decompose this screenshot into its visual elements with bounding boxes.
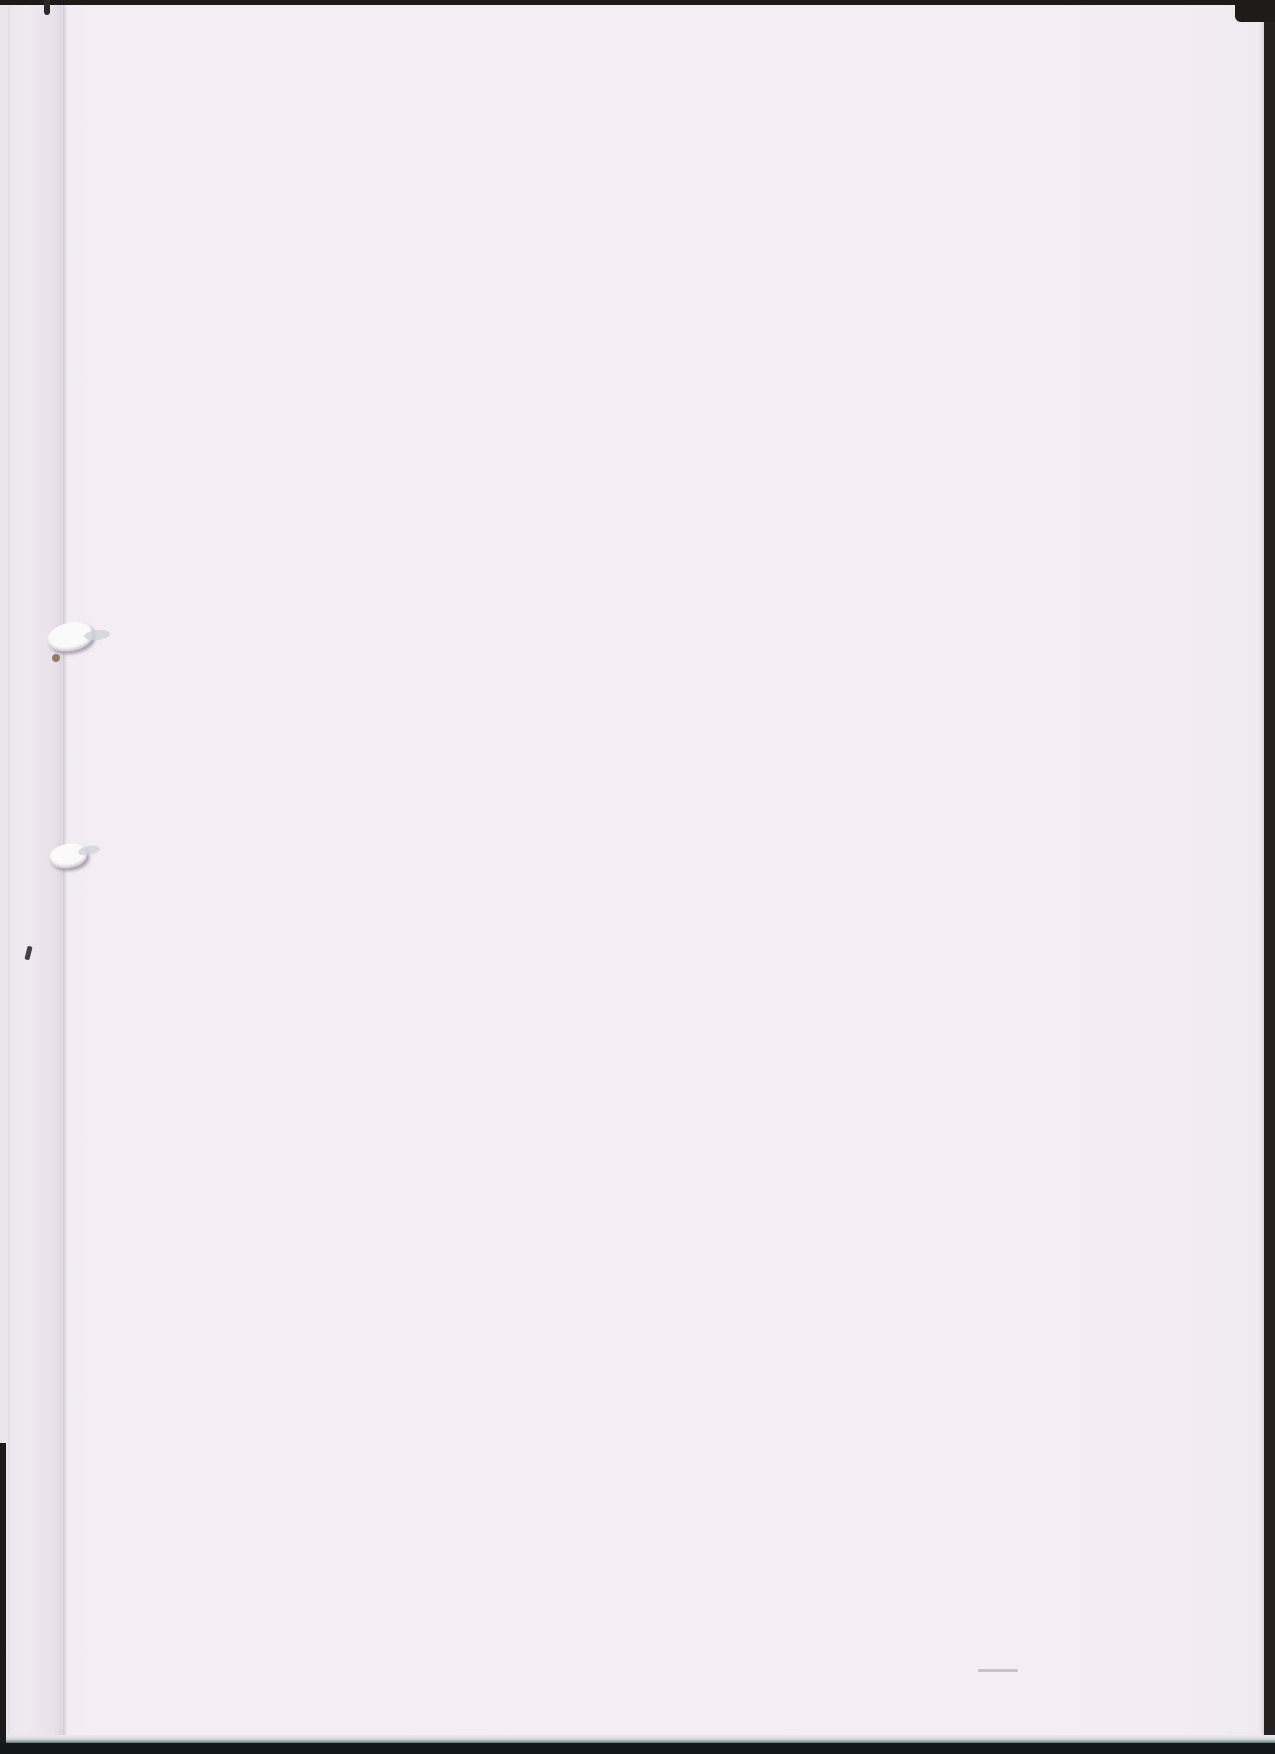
paper-speck <box>52 654 60 662</box>
scan-edge-top <box>0 0 1275 5</box>
page-crease-line <box>8 0 10 1754</box>
footer-dash-mark <box>978 1669 1018 1672</box>
scan-mark-top-left <box>44 0 50 15</box>
paper-edge-bottom <box>0 1735 1275 1743</box>
scan-edge-bottom-left <box>0 1443 6 1743</box>
scan-edge-right <box>1264 0 1275 1754</box>
scan-edge-bottom <box>0 1743 1275 1754</box>
page-fold-crease <box>63 0 67 1754</box>
scan-corner-top-right <box>1235 0 1275 22</box>
